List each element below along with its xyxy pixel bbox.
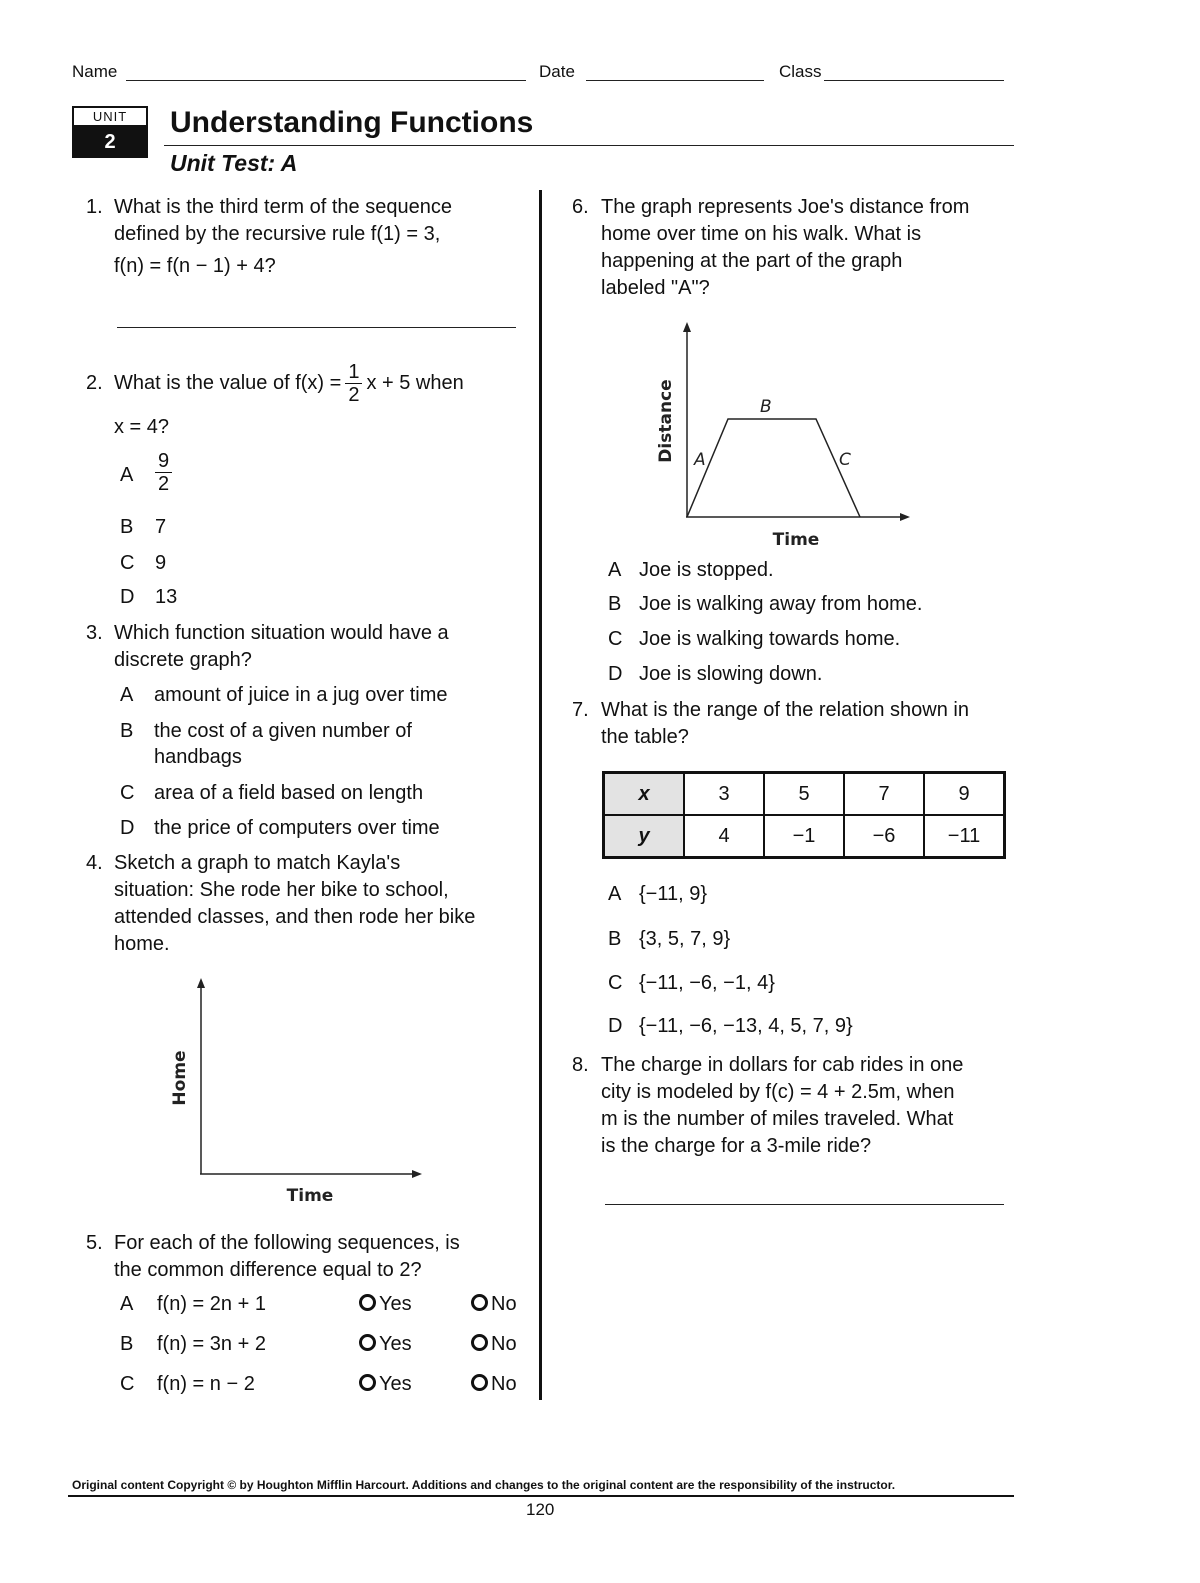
date-label: Date: [539, 62, 575, 81]
q2-option-d[interactable]: 13: [155, 586, 178, 608]
q2-number: 2.: [86, 372, 103, 394]
q5-row-b-letter: B: [120, 1333, 134, 1355]
table-cell: −6: [844, 815, 924, 858]
q2-option-b-letter: B: [120, 516, 134, 538]
q3-option-d[interactable]: the price of computers over time: [154, 817, 440, 839]
column-divider: [539, 190, 542, 1400]
q4-text-1: Sketch a graph to match Kayla's: [114, 852, 401, 874]
q5-row-a-no[interactable]: [471, 1291, 517, 1318]
name-label: Name: [72, 62, 118, 81]
q2-fraction: [345, 361, 362, 406]
q4-y-arrow: [197, 978, 205, 988]
q5-row-a-no-label: No: [491, 1293, 517, 1315]
q2-frac-den: 2: [348, 384, 360, 406]
q2-option-a-num: 9: [155, 450, 172, 473]
q7-text-1: What is the range of the relation shown in: [601, 699, 969, 721]
table-cell: −1: [764, 815, 844, 858]
q2-frac-num: 1: [345, 361, 362, 384]
q2-text-pre: What is the value of f(x) =: [114, 372, 342, 394]
q5-row-c-no-label: No: [491, 1373, 517, 1395]
q7-option-a[interactable]: {−11, 9}: [639, 883, 708, 905]
q6-walk-line: [687, 419, 860, 517]
q5-text-1: For each of the following sequences, is: [114, 1232, 460, 1254]
q2-option-a[interactable]: [155, 450, 172, 495]
q3-option-d-letter: D: [120, 817, 135, 839]
q6-option-a-letter: A: [608, 559, 622, 581]
table-cell: 9: [924, 773, 1005, 816]
q3-option-c[interactable]: area of a field based on length: [154, 782, 424, 804]
q7-option-d-letter: D: [608, 1015, 623, 1037]
q2-option-c[interactable]: 9: [155, 552, 167, 574]
q3-option-b[interactable]: the cost of a given number of: [154, 720, 412, 742]
q5-row-b-yes[interactable]: [359, 1331, 412, 1358]
q7-option-a-letter: A: [608, 883, 622, 905]
q2-option-b[interactable]: 7: [155, 516, 167, 538]
title-rule: [164, 145, 1014, 146]
q6-distance-graph: [650, 315, 920, 555]
q5-number: 5.: [86, 1232, 103, 1254]
q2-option-a-fraction: [155, 450, 172, 495]
q2-text-post: x + 5 when: [366, 372, 464, 394]
q6-option-b-letter: B: [608, 593, 622, 615]
name-field[interactable]: [126, 80, 526, 81]
unit-label: UNIT: [72, 106, 148, 127]
q8-text-2: city is modeled by f(c) = 4 + 2.5m, when: [601, 1081, 955, 1103]
q5-row-c-letter: C: [120, 1373, 135, 1395]
q3-number: 3.: [86, 622, 103, 644]
q4-x-arrow: [412, 1170, 422, 1178]
q6-option-c-letter: C: [608, 628, 623, 650]
q3-option-c-letter: C: [120, 782, 135, 804]
q3-text-1: Which function situation would have a: [114, 622, 449, 644]
q6-option-b[interactable]: Joe is walking away from home.: [639, 593, 923, 615]
q1-text-3: f(n) = f(n − 1) + 4?: [114, 255, 276, 277]
q3-option-b-line2[interactable]: handbags: [154, 746, 242, 768]
q8-answer-line[interactable]: [605, 1204, 1004, 1205]
radio-icon[interactable]: [471, 1374, 488, 1391]
q2-option-d-letter: D: [120, 586, 135, 608]
class-field[interactable]: [824, 80, 1004, 81]
q5-row-b-expr: f(n) = 3n + 2: [157, 1333, 266, 1355]
table-cell: 3: [684, 773, 764, 816]
q3-option-b-letter: B: [120, 720, 134, 742]
q8-number: 8.: [572, 1054, 589, 1076]
q5-row-a-yes-label: Yes: [379, 1293, 412, 1315]
table-cell: 4: [684, 815, 764, 858]
radio-icon[interactable]: [471, 1294, 488, 1311]
radio-icon[interactable]: [471, 1334, 488, 1351]
q8-text-4: is the charge for a 3-mile ride?: [601, 1135, 872, 1157]
q5-row-b-no[interactable]: [471, 1331, 517, 1358]
q2-option-a-letter: A: [120, 464, 134, 486]
q8-text-3: m is the number of miles traveled. What: [601, 1108, 954, 1130]
q1-number: 1.: [86, 196, 103, 218]
q3-option-a[interactable]: amount of juice in a jug over time: [154, 684, 448, 706]
table-cell: −11: [924, 815, 1005, 858]
q7-option-b-letter: B: [608, 928, 622, 950]
table-header-x: x: [604, 773, 685, 816]
q2-text-2: x = 4?: [114, 416, 170, 438]
q1-answer-line[interactable]: [117, 327, 516, 328]
radio-icon[interactable]: [359, 1334, 376, 1351]
q2-text-1: [114, 356, 464, 411]
q5-row-c-expr: f(n) = n − 2: [157, 1373, 255, 1395]
table-header-y: y: [604, 815, 685, 858]
page-number: 120: [526, 1500, 555, 1519]
q6-y-label: Distance: [656, 379, 676, 463]
q5-row-c-yes-label: Yes: [379, 1373, 412, 1395]
q3-text-2: discrete graph?: [114, 649, 252, 671]
q6-x-arrow: [900, 513, 910, 521]
radio-icon[interactable]: [359, 1374, 376, 1391]
table-row: [604, 773, 1005, 816]
footer-copyright: Original content Copyright © by Houghton Mifflin Harcourt. Additions and changes to the original content are the responsibility of the instructor.: [72, 1478, 896, 1492]
q7-option-b[interactable]: {3, 5, 7, 9}: [639, 928, 731, 950]
q4-y-label: Home: [170, 1050, 190, 1106]
q5-row-a-expr: f(n) = 2n + 1: [157, 1293, 266, 1315]
q7-option-c-letter: C: [608, 972, 623, 994]
date-field[interactable]: [586, 80, 764, 81]
table-cell: 7: [844, 773, 924, 816]
radio-icon[interactable]: [359, 1294, 376, 1311]
q7-option-c[interactable]: {−11, −6, −1, 4}: [639, 972, 775, 994]
q6-segment-a-label: A: [694, 450, 706, 470]
q1-text-2: defined by the recursive rule f(1) = 3,: [114, 223, 441, 245]
q6-option-d[interactable]: Joe is slowing down.: [639, 663, 823, 685]
unit-badge: [72, 106, 148, 158]
q4-x-label: Time: [286, 1186, 334, 1206]
q6-segment-b-label: B: [760, 397, 772, 417]
table-cell: 5: [764, 773, 844, 816]
q2-option-c-letter: C: [120, 552, 135, 574]
q4-text-4: home.: [114, 933, 170, 955]
q5-row-a-letter: A: [120, 1293, 134, 1315]
q6-segment-c-label: C: [839, 450, 851, 470]
q1-text-1: What is the third term of the sequence: [114, 196, 452, 218]
q4-text-2: situation: She rode her bike to school,: [114, 879, 449, 901]
q4-number: 4.: [86, 852, 103, 874]
page-title: Understanding Functions: [170, 106, 534, 139]
q6-text-2: home over time on his walk. What is: [601, 223, 922, 245]
q7-text-2: the table?: [601, 726, 689, 748]
unit-number: 2: [72, 127, 148, 158]
class-label: Class: [779, 62, 822, 81]
table-row: [604, 815, 1005, 858]
q5-row-b-no-label: No: [491, 1333, 517, 1355]
q4-text-3: attended classes, and then rode her bike: [114, 906, 476, 928]
q6-number: 6.: [572, 196, 589, 218]
q7-option-d[interactable]: {−11, −6, −13, 4, 5, 7, 9}: [639, 1015, 853, 1037]
q6-y-arrow: [683, 322, 691, 332]
page-subtitle: Unit Test: A: [170, 150, 298, 176]
q5-row-c-no[interactable]: [471, 1371, 517, 1398]
q5-row-c-yes[interactable]: [359, 1371, 412, 1398]
q4-sketch-graph[interactable]: [160, 970, 440, 1215]
q6-text-1: The graph represents Joe's distance from: [601, 196, 970, 218]
q6-text-3: happening at the part of the graph: [601, 250, 903, 272]
q6-x-label: Time: [772, 530, 820, 550]
q6-option-c[interactable]: Joe is walking towards home.: [639, 628, 901, 650]
q5-row-a-yes[interactable]: [359, 1291, 412, 1318]
q8-text-1: The charge in dollars for cab rides in one: [601, 1054, 964, 1076]
footer-rule: [68, 1495, 1014, 1497]
q6-option-a[interactable]: Joe is stopped.: [639, 559, 774, 581]
q6-text-4: labeled "A"?: [601, 277, 710, 299]
q5-text-2: the common difference equal to 2?: [114, 1259, 422, 1281]
q6-option-d-letter: D: [608, 663, 623, 685]
q2-option-a-den: 2: [158, 473, 170, 495]
q3-option-a-letter: A: [120, 684, 134, 706]
q7-relation-table: [602, 771, 1006, 859]
q7-number: 7.: [572, 699, 589, 721]
q5-row-b-yes-label: Yes: [379, 1333, 412, 1355]
